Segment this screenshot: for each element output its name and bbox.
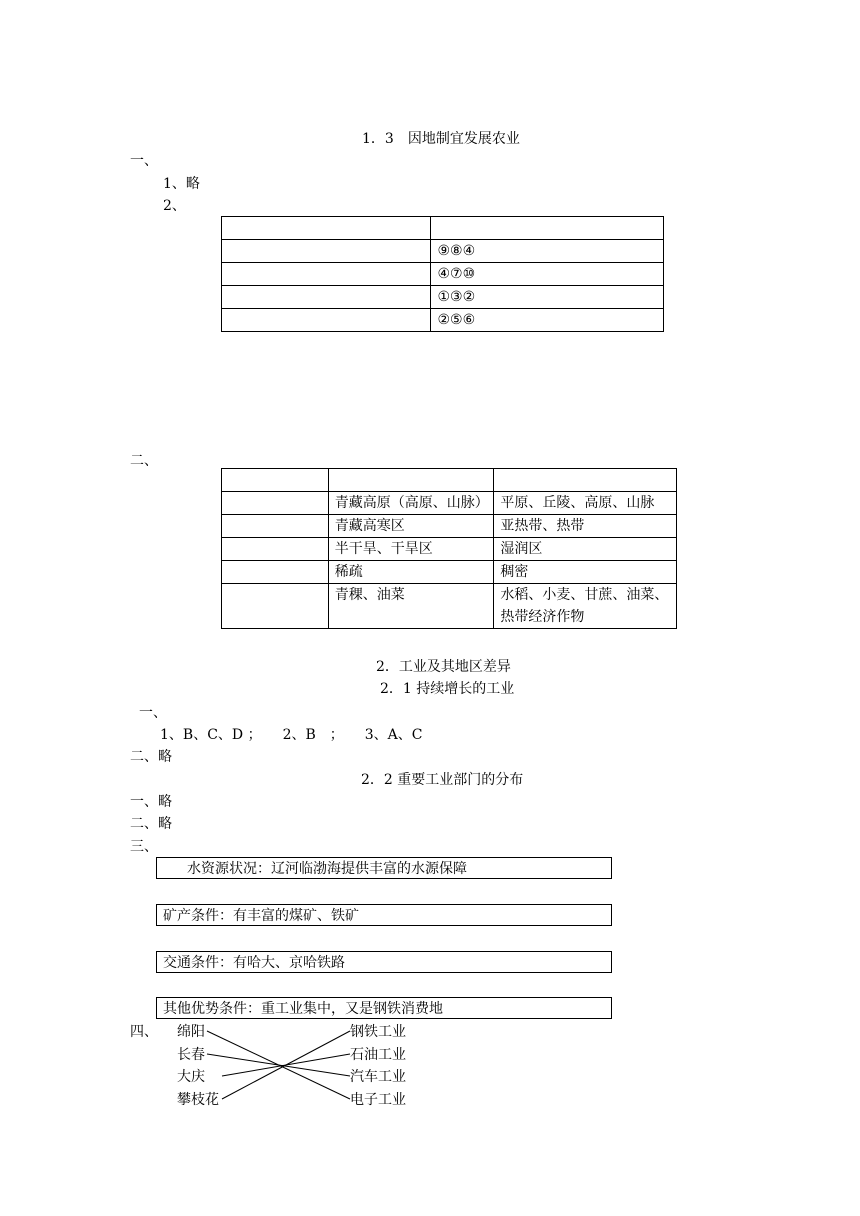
part-label-1: 一、 <box>130 153 158 169</box>
question-1: 1、略 <box>163 176 200 192</box>
table-cell: ②⑤⑥ <box>431 309 664 332</box>
table-cell: 半干旱、干旱区 <box>328 538 494 561</box>
industry-label: 钢铁工业 <box>350 1024 406 1040</box>
part-label-2-2-4: 四、 <box>130 1024 158 1040</box>
match-line <box>222 1031 350 1099</box>
table-cell: 稠密 <box>494 561 677 584</box>
table-cell: 青藏高原（高原、山脉） <box>328 492 494 515</box>
table-cell: 青藏高寒区 <box>328 515 494 538</box>
city-label: 大庆 <box>177 1069 205 1085</box>
question-2-label: 2、 <box>163 198 186 214</box>
industry-label: 汽车工业 <box>350 1069 406 1085</box>
table-cell: 青稞、油菜 <box>328 584 494 629</box>
industry-label: 电子工业 <box>350 1092 406 1108</box>
part-label-2-1-1: 一、 <box>139 705 167 721</box>
section-title-2-2: 2．2 重要工业部门的分布 <box>361 772 524 788</box>
section-title-2: 2．工业及其地区差异 <box>376 659 511 675</box>
part-label-2: 二、 <box>130 453 158 469</box>
condition-box-other: 其他优势条件：重工业集中，又是钢铁消费地 <box>156 997 612 1019</box>
table-cell: 湿润区 <box>494 538 677 561</box>
part-label-2-2-3: 三、 <box>130 839 158 855</box>
table-cell: ④⑦⑩ <box>431 263 664 286</box>
part-2-2-1: 一、略 <box>130 794 172 810</box>
industry-label: 石油工业 <box>350 1047 406 1063</box>
table-cell: ⑨⑧④ <box>431 240 664 263</box>
section-title-1-3: 1．3 因地制宜发展农业 <box>362 131 520 147</box>
city-label: 绵阳 <box>177 1024 205 1040</box>
part-2-2-2: 二、略 <box>130 816 172 832</box>
city-label: 攀枝花 <box>177 1092 219 1108</box>
condition-box-water: 水资源状况：辽河临渤海提供丰富的水源保障 <box>156 857 612 879</box>
table-cell: 平原、丘陵、高原、山脉 <box>494 492 677 515</box>
table-cell: 亚热带、热带 <box>494 515 677 538</box>
table-cell: ①③② <box>431 286 664 309</box>
part-2-1-2: 二、略 <box>130 749 172 765</box>
table-cell: 稀疏 <box>328 561 494 584</box>
table-cell: 水稻、小麦、甘蔗、油菜、热带经济作物 <box>494 584 677 629</box>
answers-2-1: 1、B、C、D ； 2、B ； 3、A、C <box>160 727 423 743</box>
condition-box-transport: 交通条件：有哈大、京哈铁路 <box>156 951 612 973</box>
section-title-2-1: 2．1 持续增长的工业 <box>380 681 515 697</box>
city-label: 长春 <box>177 1047 205 1063</box>
condition-box-minerals: 矿产条件：有丰富的煤矿、铁矿 <box>156 904 612 926</box>
